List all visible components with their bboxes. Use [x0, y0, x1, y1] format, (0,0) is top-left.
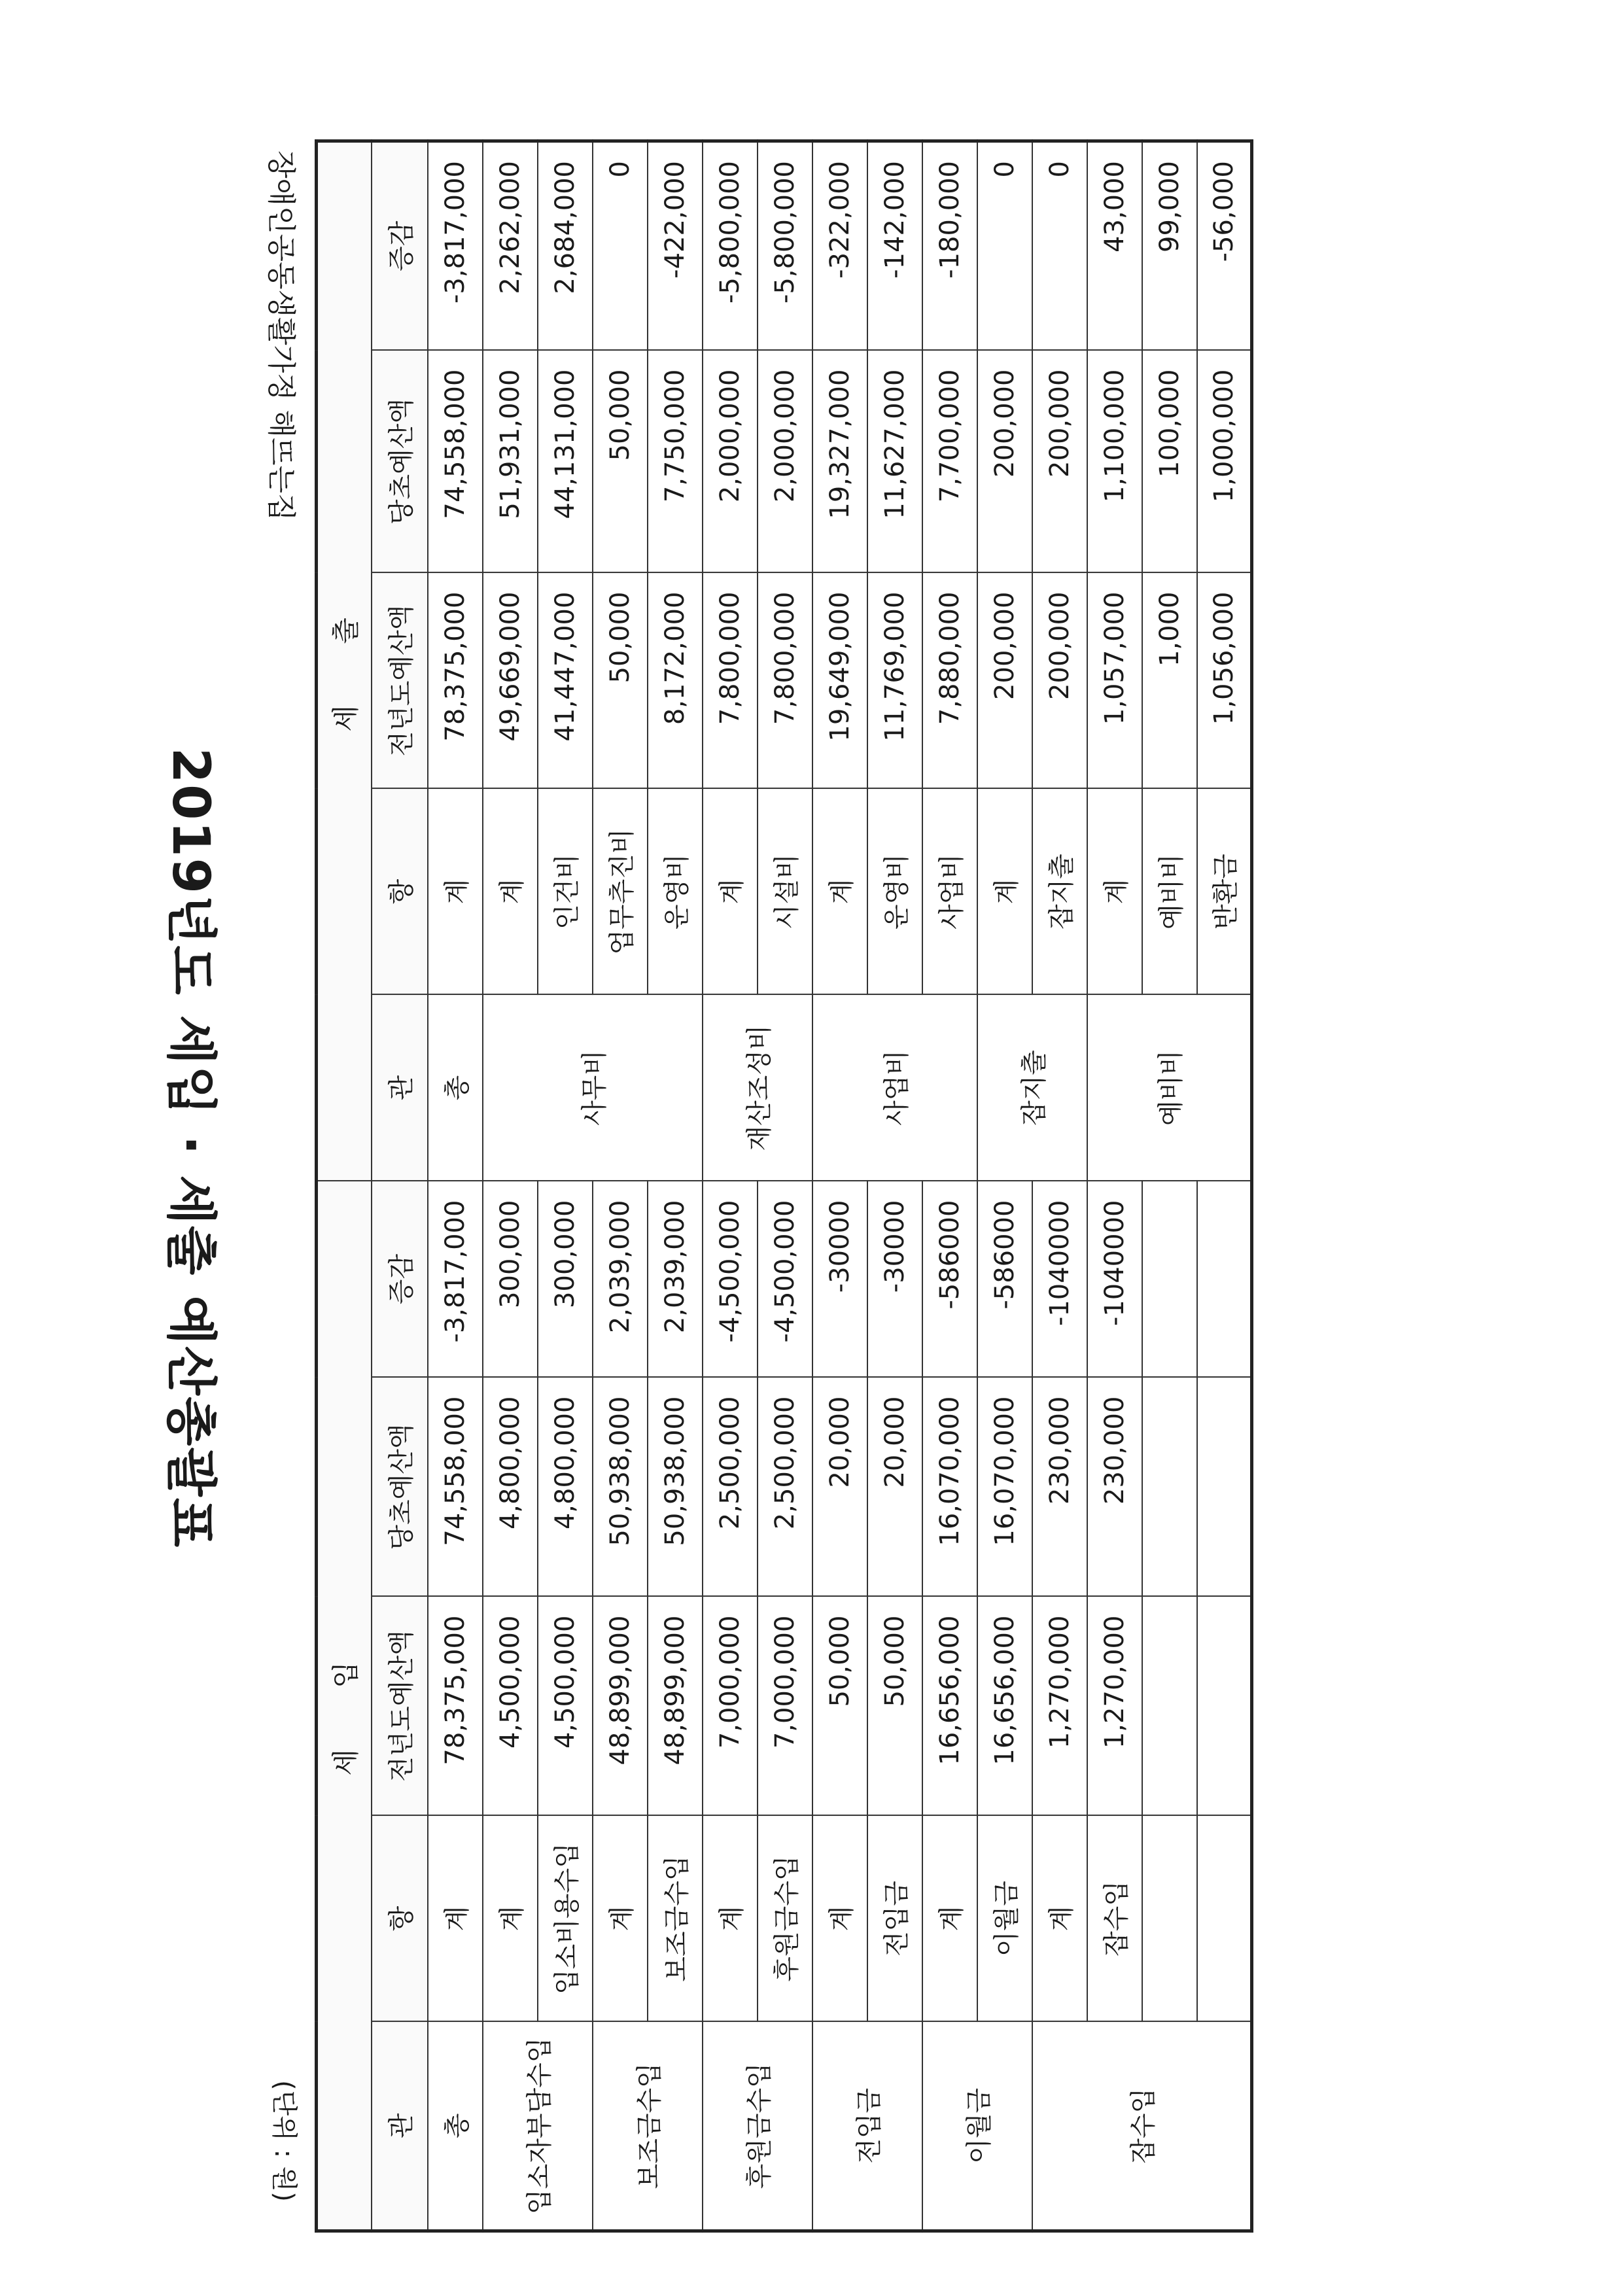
income-gwan-cell: 총: [428, 2022, 483, 2231]
expense-change-cell: 2,262,000: [483, 141, 538, 351]
table-row: [867, 141, 922, 2231]
expense-gwan-cell: 예비비: [1087, 995, 1252, 1181]
income-change-cell: -4,500,000: [758, 1181, 812, 1378]
income-change-cell: 2,039,000: [593, 1181, 648, 1378]
income-curr-budget-cell: 50,938,000: [648, 1378, 703, 1597]
table-row: [922, 141, 977, 2231]
income-curr-budget-cell: 4,800,000: [538, 1378, 593, 1597]
table-row: [483, 141, 538, 2231]
expense-change-cell: 99,000: [1142, 141, 1197, 351]
expense-prev-budget-cell: 78,375,000: [428, 573, 483, 789]
income-hang-cell: 계: [922, 1816, 977, 2022]
expense-hang-cell: 사업비: [922, 789, 977, 995]
expense-curr-budget-cell: 7,750,000: [648, 351, 703, 573]
expense-hang-cell: 시설비: [758, 789, 812, 995]
expense-change-cell: -180,000: [922, 141, 977, 351]
expense-curr-budget-cell: 100,000: [1142, 351, 1197, 573]
income-change-cell: 300,000: [538, 1181, 593, 1378]
income-hang-cell: 입소비용수입: [538, 1816, 593, 2022]
income-prev-budget-cell: 4,500,000: [483, 1597, 538, 1816]
expense-hang-cell: 운영비: [648, 789, 703, 995]
expense-hang-cell: 계: [977, 789, 1032, 995]
expense-change-cell: 2,684,000: [538, 141, 593, 351]
expense-change-cell: 0: [977, 141, 1032, 351]
expense-prev-budget-cell: 1,000: [1142, 573, 1197, 789]
expense-group-header: 세 출: [317, 141, 372, 1181]
expense-prev-budget-cell: 19,649,000: [812, 573, 867, 789]
expense-change-cell: -56,000: [1197, 141, 1252, 351]
expense-curr-budget-cell: 2,000,000: [758, 351, 812, 573]
income-curr-budget-cell: 2,500,000: [703, 1378, 758, 1597]
income-change-cell: -586000: [922, 1181, 977, 1378]
income-hang-cell: [1142, 1816, 1197, 2022]
income-prev-budget-header: 전년도예산액: [372, 1597, 428, 1816]
income-prev-budget-cell: 7,000,000: [703, 1597, 758, 1816]
income-curr-budget-cell: 4,800,000: [483, 1378, 538, 1597]
expense-change-cell: -322,000: [812, 141, 867, 351]
expense-prev-budget-cell: 49,669,000: [483, 573, 538, 789]
income-hang-cell: 계: [812, 1816, 867, 2022]
expense-curr-budget-cell: 200,000: [977, 351, 1032, 573]
income-prev-budget-cell: 48,899,000: [648, 1597, 703, 1816]
expense-hang-header: 항: [372, 789, 428, 995]
table-row: [758, 141, 812, 2231]
unit-label: (단위 : 원): [269, 2080, 299, 2202]
income-prev-budget-cell: 1,270,000: [1032, 1597, 1087, 1816]
expense-change-cell: 43,000: [1087, 141, 1142, 351]
total-row: [428, 141, 483, 2231]
expense-hang-cell: 예비비: [1142, 789, 1197, 995]
expense-prev-budget-cell: 11,769,000: [867, 573, 922, 789]
expense-change-cell: -142,000: [867, 141, 922, 351]
expense-prev-budget-cell: 200,000: [977, 573, 1032, 789]
budget-table-body: [317, 141, 1252, 2231]
income-hang-cell: 계: [483, 1816, 538, 2022]
income-change-cell: -1040000: [1087, 1181, 1142, 1378]
table-row: [703, 141, 758, 2231]
income-prev-budget-cell: 1,270,000: [1087, 1597, 1142, 1816]
table-row: [1087, 141, 1142, 2231]
income-gwan-cell: 전입금: [812, 2022, 922, 2231]
expense-prev-budget-cell: 1,057,000: [1087, 573, 1142, 789]
income-prev-budget-cell: 16,656,000: [922, 1597, 977, 1816]
income-change-cell: -3,817,000: [428, 1181, 483, 1378]
expense-curr-budget-cell: 51,931,000: [483, 351, 538, 573]
income-gwan-cell: 입소자부담수입: [483, 2022, 593, 2231]
income-curr-budget-cell: 230,000: [1032, 1378, 1087, 1597]
income-change-cell: [1142, 1181, 1197, 1378]
expense-change-cell: -3,817,000: [428, 141, 483, 351]
income-hang-cell: 잡수입: [1087, 1816, 1142, 2022]
income-prev-budget-cell: 7,000,000: [758, 1597, 812, 1816]
expense-hang-cell: 계: [1087, 789, 1142, 995]
expense-prev-budget-cell: 7,800,000: [758, 573, 812, 789]
table-row: [648, 141, 703, 2231]
income-curr-budget-cell: 16,070,000: [922, 1378, 977, 1597]
expense-gwan-cell: 잡지출: [977, 995, 1087, 1181]
income-hang-cell: 계: [428, 1816, 483, 2022]
expense-gwan-cell: 총: [428, 995, 483, 1181]
expense-curr-budget-cell: 1,100,000: [1087, 351, 1142, 573]
expense-prev-budget-cell: 8,172,000: [648, 573, 703, 789]
document-title: 2019년도 세입 · 세출 예산총괄표: [161, 747, 220, 1549]
income-change-header: 증감: [372, 1181, 428, 1378]
income-gwan-header: 관: [372, 2022, 428, 2231]
income-prev-budget-cell: [1197, 1597, 1252, 1816]
expense-curr-budget-cell: 7,700,000: [922, 351, 977, 573]
expense-gwan-header: 관: [372, 995, 428, 1181]
expense-change-header: 증감: [372, 141, 428, 351]
table-row: [593, 141, 648, 2231]
income-hang-cell: 후원금수입: [758, 1816, 812, 2022]
expense-hang-cell: 잡지출: [1032, 789, 1087, 995]
expense-hang-cell: 반환금: [1197, 789, 1252, 995]
expense-prev-budget-cell: 1,056,000: [1197, 573, 1252, 789]
expense-prev-budget-cell: 200,000: [1032, 573, 1087, 789]
income-gwan-cell: 잡수입: [1032, 2022, 1252, 2231]
income-curr-budget-cell: 2,500,000: [758, 1378, 812, 1597]
expense-hang-cell: 계: [703, 789, 758, 995]
income-prev-budget-cell: 78,375,000: [428, 1597, 483, 1816]
income-prev-budget-cell: 16,656,000: [977, 1597, 1032, 1816]
expense-hang-cell: 계: [428, 789, 483, 995]
expense-prev-budget-cell: 41,447,000: [538, 573, 593, 789]
expense-prev-budget-cell: 50,000: [593, 573, 648, 789]
expense-change-cell: 0: [1032, 141, 1087, 351]
expense-hang-cell: 계: [483, 789, 538, 995]
expense-curr-budget-cell: 74,558,000: [428, 351, 483, 573]
table-row: [1197, 141, 1252, 2231]
income-hang-cell: 전입금: [867, 1816, 922, 2022]
expense-prev-budget-header: 전년도예산액: [372, 573, 428, 789]
expense-change-cell: -422,000: [648, 141, 703, 351]
income-hang-cell: 보조금수입: [648, 1816, 703, 2022]
expense-hang-cell: 계: [812, 789, 867, 995]
table-row: [812, 141, 867, 2231]
organization-name: 장애인공동생활가정 해뜨는집: [264, 150, 298, 521]
expense-curr-budget-cell: 19,327,000: [812, 351, 867, 573]
income-curr-budget-cell: 20,000: [812, 1378, 867, 1597]
income-group-header: 세 입: [317, 1181, 372, 2231]
expense-hang-cell: 운영비: [867, 789, 922, 995]
income-curr-budget-cell: 74,558,000: [428, 1378, 483, 1597]
table-row: [1032, 141, 1087, 2231]
income-change-cell: -586000: [977, 1181, 1032, 1378]
income-hang-cell: 계: [593, 1816, 648, 2022]
income-curr-budget-cell: 16,070,000: [977, 1378, 1032, 1597]
expense-curr-budget-cell: 2,000,000: [703, 351, 758, 573]
expense-curr-budget-cell: 200,000: [1032, 351, 1087, 573]
table-row: [538, 141, 593, 2231]
income-hang-cell: 계: [703, 1816, 758, 2022]
income-hang-cell: [1197, 1816, 1252, 2022]
income-gwan-cell: 후원금수입: [703, 2022, 812, 2231]
income-gwan-cell: 보조금수입: [593, 2022, 703, 2231]
income-change-cell: 2,039,000: [648, 1181, 703, 1378]
income-curr-budget-cell: 230,000: [1087, 1378, 1142, 1597]
table-row: [1142, 141, 1197, 2231]
income-hang-header: 항: [372, 1816, 428, 2022]
expense-curr-budget-cell: 44,131,000: [538, 351, 593, 573]
expense-gwan-cell: 재산조성비: [703, 995, 812, 1181]
income-change-cell: 300,000: [483, 1181, 538, 1378]
income-hang-cell: 계: [1032, 1816, 1087, 2022]
income-gwan-cell: 이월금: [922, 2022, 1032, 2231]
expense-gwan-cell: 사업비: [812, 995, 977, 1181]
income-change-cell: -30000: [812, 1181, 867, 1378]
expense-change-cell: -5,800,000: [703, 141, 758, 351]
expense-change-cell: -5,800,000: [758, 141, 812, 351]
income-prev-budget-cell: 50,000: [867, 1597, 922, 1816]
expense-curr-budget-cell: 50,000: [593, 351, 648, 573]
income-curr-budget-header: 당초예산액: [372, 1378, 428, 1597]
income-prev-budget-cell: 4,500,000: [538, 1597, 593, 1816]
income-hang-cell: 이월금: [977, 1816, 1032, 2022]
table-row: [977, 141, 1032, 2231]
expense-curr-budget-cell: 1,000,000: [1197, 351, 1252, 573]
income-change-cell: [1197, 1181, 1252, 1378]
income-curr-budget-cell: 50,938,000: [593, 1378, 648, 1597]
income-prev-budget-cell: 50,000: [812, 1597, 867, 1816]
income-change-cell: -1040000: [1032, 1181, 1087, 1378]
income-curr-budget-cell: 20,000: [867, 1378, 922, 1597]
income-prev-budget-cell: 48,899,000: [593, 1597, 648, 1816]
expense-curr-budget-cell: 11,627,000: [867, 351, 922, 573]
expense-prev-budget-cell: 7,800,000: [703, 573, 758, 789]
income-prev-budget-cell: [1142, 1597, 1197, 1816]
expense-hang-cell: 업무추진비: [593, 789, 648, 995]
income-change-cell: -30000: [867, 1181, 922, 1378]
income-change-cell: -4,500,000: [703, 1181, 758, 1378]
expense-gwan-cell: 사무비: [483, 995, 703, 1181]
expense-change-cell: 0: [593, 141, 648, 351]
income-curr-budget-cell: [1197, 1378, 1252, 1597]
expense-curr-budget-header: 당초예산액: [372, 351, 428, 573]
expense-hang-cell: 인건비: [538, 789, 593, 995]
budget-summary-table: [315, 139, 1253, 2233]
expense-prev-budget-cell: 7,880,000: [922, 573, 977, 789]
income-curr-budget-cell: [1142, 1378, 1197, 1597]
